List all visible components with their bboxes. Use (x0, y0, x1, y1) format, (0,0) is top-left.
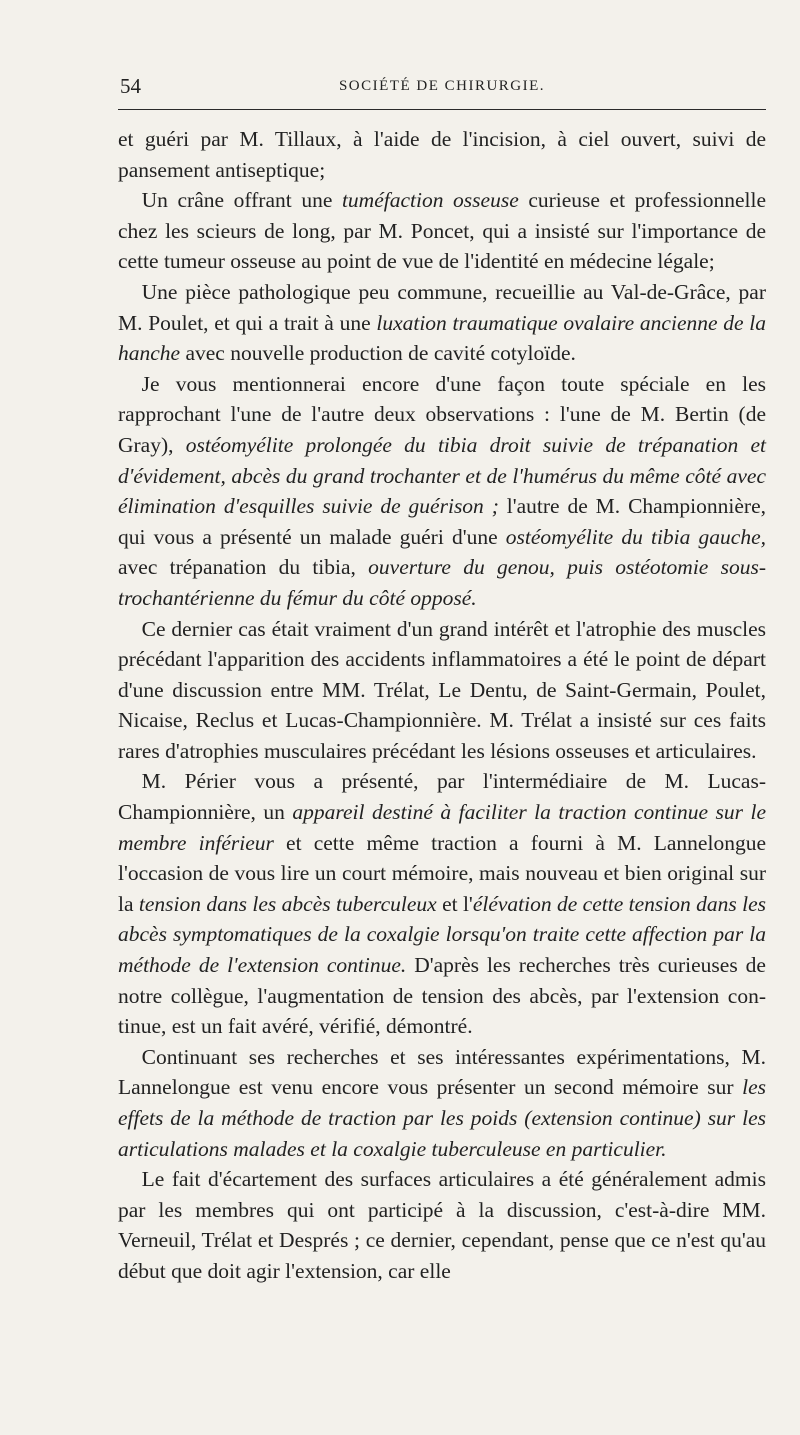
text-run: Le fait d'écartement des surfaces articulaires a été généralement admis par les membres qui ont participé à la discussion, c'est-à-dire MM. Verneuil, Trélat et Després ; ce dernier, cependant, pense que ce n'est qu'au début que doit agir l'extension, car elle (118, 1167, 766, 1283)
text-run: M. Périer vous a présenté, par l'intermédiaire de M. Lucas-Championnière, un (118, 769, 766, 825)
paragraph (118, 185, 766, 277)
paragraph (118, 1042, 766, 1164)
text-run: Un crâne offrant une (141, 188, 342, 213)
text-run: l'autre de M. Championnière, qui vous a présenté un malade guéri d'une (118, 494, 766, 549)
text-run: Une pièce pathologique peu commune, recueillie au Val-de-Grâce, par M. Poulet, et qui a trait à une (118, 279, 766, 335)
text-run: avec nouvelle production de cavité cotyloïde. (180, 341, 576, 366)
paragraph (118, 369, 766, 614)
italic-run: appareil destiné à faciliter la traction continue sur le membre inférieur (118, 800, 766, 855)
page-header (118, 74, 766, 102)
text-run: Ce dernier cas était vraiment d'un grand intérêt et l'atrophie des muscles précédant l'apparition des accidents inflammatoires a été le point de départ d'une discussion entre MM. Trélat, Le Dentu, de Saint-Germain, Poulet, Nicaise, Reclus et Lucas-Championnière. M. Trélat a insisté sur ces faits rares d'atrophies musculaires précédant les lésions osseuses et articulaires. (118, 616, 766, 763)
italic-run: tension dans les abcès tuberculeux (138, 891, 437, 916)
italic-run: ostéomyélite prolongée du tibia droit suivie de trépanation et d'évidement, abcès du grand trochanter et de l'humérus du même côté avec élimination d'esquilles suivie de guérison ; (118, 432, 767, 519)
paragraph (118, 1164, 766, 1286)
page-number: 54 (120, 74, 141, 98)
paragraph (118, 124, 766, 185)
italic-run: ouverture du genou, puis ostéotomie sous-trochantérienne du fémur du côté opposé. (118, 555, 766, 610)
italic-run: tuméfaction osseuse (341, 188, 519, 213)
text-run: et l' (436, 891, 473, 916)
italic-run: élévation de cette tension dans les abcès symptomatiques de la coxalgie lorsqu'on traite cette affection par la méthode de l'extension continue. (118, 891, 766, 978)
paragraph (118, 614, 766, 767)
text-run: et guéri par M. Tillaux, à l'aide de l'incision, à ciel ouvert, suivi de pansement antiseptique; (118, 127, 766, 182)
text-run: Je vous mentionnerai encore d'une façon toute spéciale en les rapprochant l'une de l'autre deux observations : l'une de M. Bertin (de Gray), (118, 371, 766, 457)
italic-run: ostéomyélite du tibia gauche, (505, 524, 766, 549)
text-run: D'après les recherches très curieuses de notre collègue, l'augmentation de tension des abcès, par l'extension continue, est un fait avéré, vérifié, démontré. (118, 953, 766, 1039)
paragraph (118, 766, 766, 1041)
running-title: SOCIÉTÉ DE CHIRURGIE. (338, 78, 546, 94)
paragraph (118, 277, 766, 369)
italic-run: luxation traumatique ovalaire ancienne de la hanche (118, 310, 766, 366)
text-run: curieuse et professionnelle chez les scieurs de long, par M. Poncet, qui a insisté sur l'importance de cette tumeur osseuse au point de vue de l'identité en médecine légale; (118, 188, 766, 274)
text-run: et cette même traction a fourni à M. Lannelongue l'occasion de vous lire un court mémoire, mais nouveau et bien original sur la (118, 830, 766, 916)
text-run: avec trépanation du tibia, (118, 555, 369, 580)
text-run: Continuant ses recherches et ses intéressantes expérimentations, M. Lannelongue est venu encore vous présenter un second mémoire sur (118, 1044, 766, 1100)
italic-run: les effets de la méthode de traction par les poids (extension continue) sur les articulations malades et la coxalgie tuberculeuse en particulier. (118, 1075, 766, 1161)
header-rule (118, 109, 766, 110)
body-text (118, 124, 766, 1287)
